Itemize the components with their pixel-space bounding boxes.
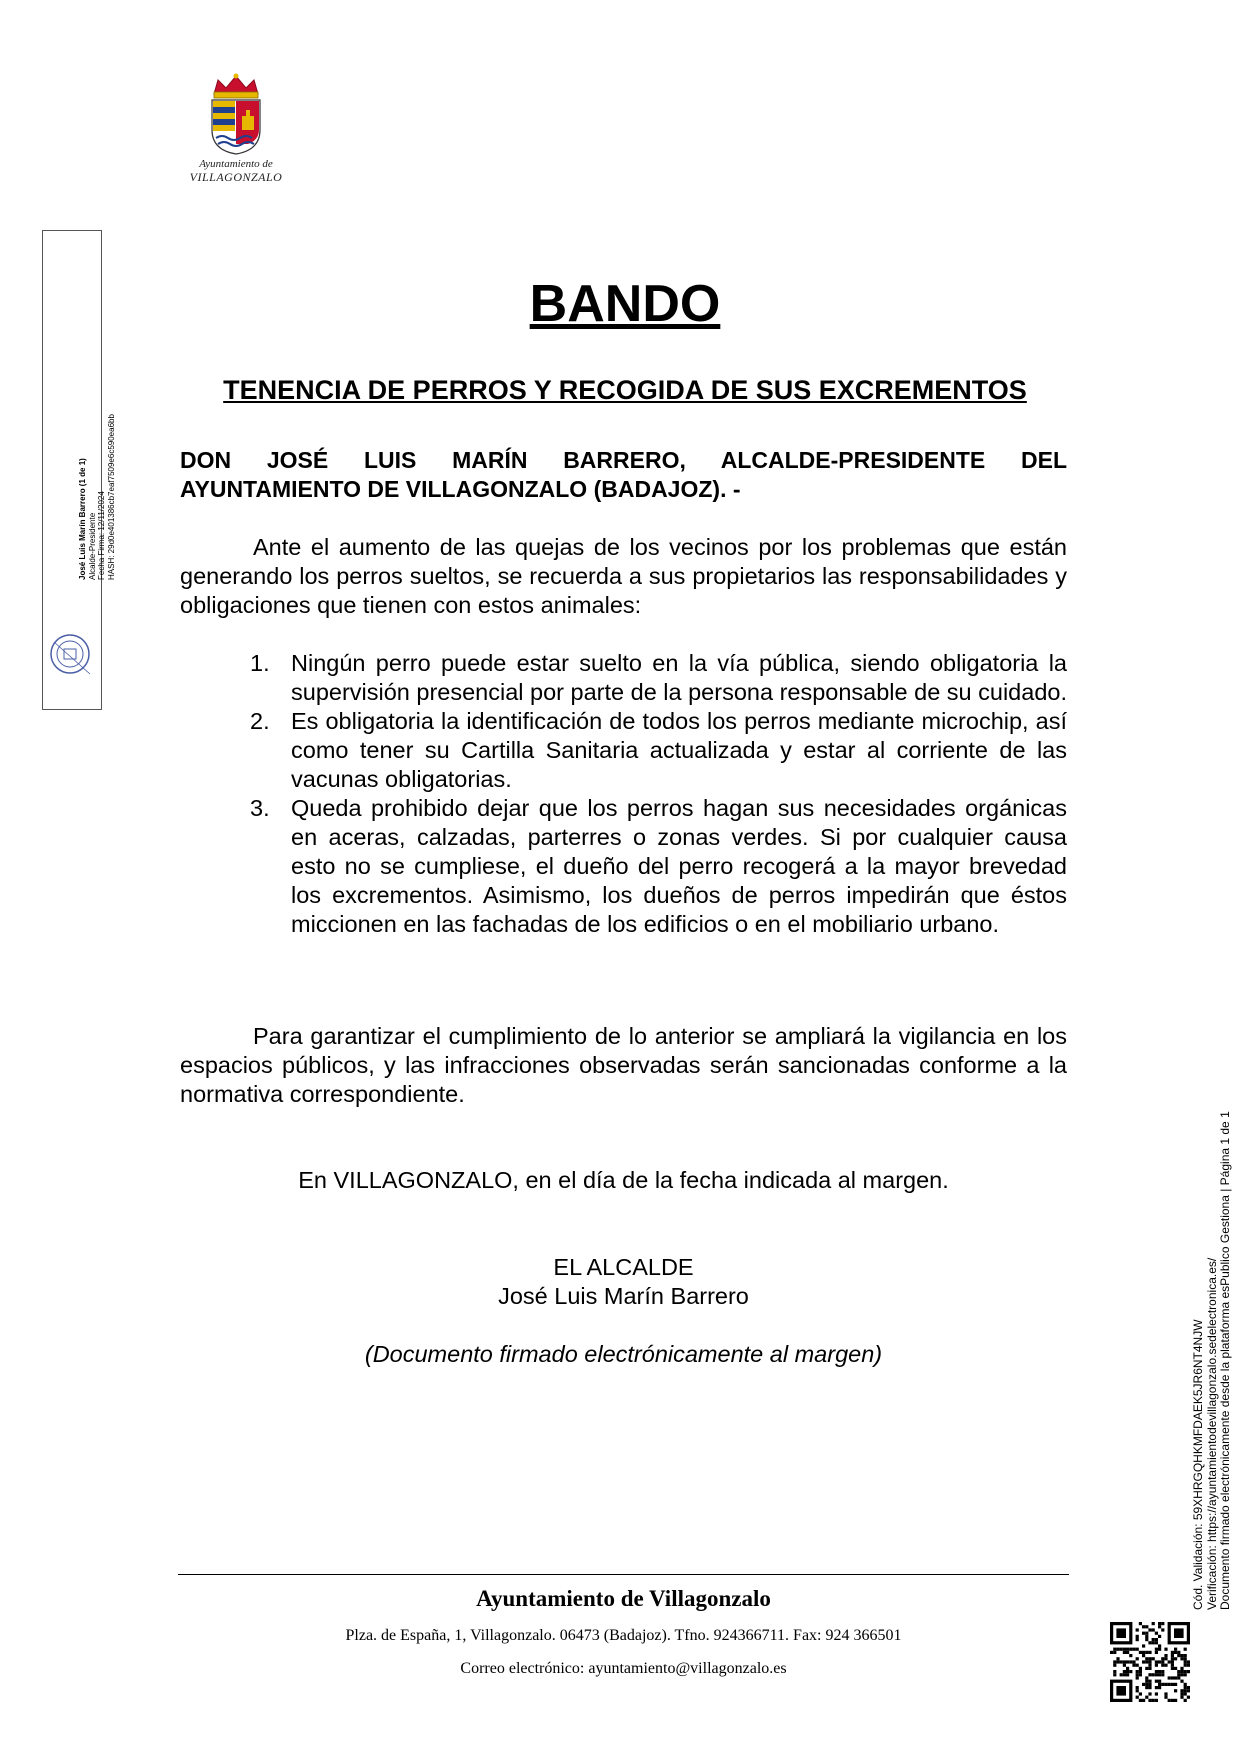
footer-address: Plza. de España, 1, Villagonzalo. 06473 (Badajoz). Tfno. 924366711. Fax: 924 366501 [345,1627,902,1644]
list-item-text: Es obligatoria la identificación de todos los perros mediante microchip, así como tener su Cartilla Sanitaria actualizada y estar al corriente de las vacunas obligatorias. [291,708,1067,792]
signature-note: (Documento firmado electrónicamente al margen) [364,1341,883,1367]
footer-divider [178,1574,1069,1575]
signer-name: José Luis Marín Barrero (1 de 1) [78,458,87,580]
verification-platform: Documento firmado electrónicamente desde la plataforma esPublico Gestiona | Página 1 de 1 [1218,1111,1232,1610]
signature-date: Fecha Firma: 12/11/2024 [97,491,106,580]
municipal-logo [176,72,296,192]
obligations-list [180,649,1067,939]
list-item [180,707,1067,794]
signer-title: EL ALCALDE [553,1254,694,1280]
list-item-text: Ningún perro puede estar suelto en la vía pública, siendo obligatoria la supervisión presencial por parte de la persona responsable de su cuidado. [291,650,1067,705]
coat-of-arms-icon [208,72,264,156]
list-item [180,794,1067,939]
closing-paragraph: Para garantizar el cumplimiento de lo anterior se ampliará la vigilancia en los espacios públicos, y las infracciones observadas serán sancionadas conforme a la normativa correspondiente. [180,1023,1067,1107]
footer-org: Ayuntamiento de Villagonzalo [476,1586,771,1611]
page-subtitle: TENENCIA DE PERROS Y RECOGIDA DE SUS EXCREMENTOS [223,375,1027,405]
list-item-number: 1. [250,650,270,676]
list-item-number: 3. [250,795,270,821]
list-item-number: 2. [250,708,270,734]
verification-url[interactable]: Verificación: https://ayuntamientodevillagonzalo.sedelectronica.es/ [1204,1257,1219,1610]
footer-email: Correo electrónico: ayuntamiento@villagonzalo.es [460,1660,787,1677]
verification-text [1192,1111,1233,1610]
verification-code: Cód. Validación: 59XHRGQHKMFDAEK5JR6NT4NJW [1191,1319,1205,1610]
list-item [180,649,1067,707]
qr-code-icon [1110,1622,1190,1702]
logo-caption-line1: Ayuntamiento de [199,158,273,170]
logo-caption-line2: VILLAGONZALO [189,170,283,184]
signature-stamp-text [78,414,116,580]
signer-full-name: José Luis Marín Barrero [498,1283,749,1309]
issuer-heading: DON JOSÉ LUIS MARÍN BARRERO, ALCALDE-PRESIDENTE DEL AYUNTAMIENTO DE VILLAGONZALO (BADAJOZ). - [180,447,1067,502]
signer-role: Alcalde-Presidente [87,512,97,580]
intro-paragraph: Ante el aumento de las quejas de los vecinos por los problemas que están generando los perros sueltos, se recuerda a sus propietarios las responsabilidades y obligaciones que tienen con estos animales: [180,534,1067,618]
signature-hash: HASH: 29d0e401386cb7eaf7509e6c590ea6bb [106,414,116,580]
list-item-text: Queda prohibido dejar que los perros hagan sus necesidades orgánicas en aceras, calzadas, parterres o zonas verdes. Si por cualquier causa esto no se cumpliese, el dueño del perro recogerá a la mayor brevedad los excrementos. Asimismo, los dueños de perros impedirán que éstos miccionen en las fachadas de los edificios o en el mobiliario urbano. [291,795,1067,937]
place-date: En VILLAGONZALO, en el día de la fecha indicada al margen. [298,1167,949,1193]
seal-icon [46,630,94,678]
page-title: BANDO [529,275,721,333]
